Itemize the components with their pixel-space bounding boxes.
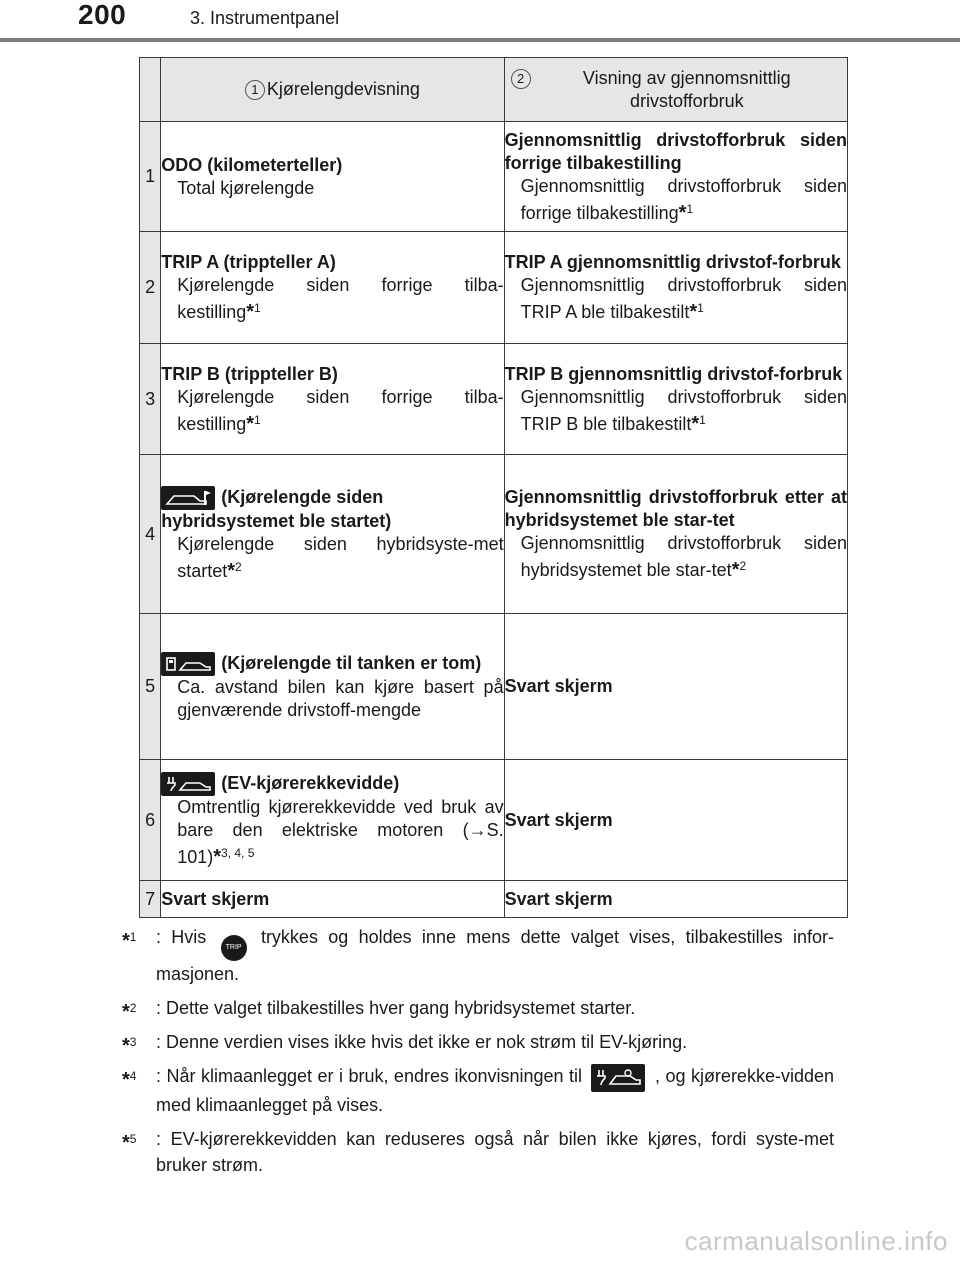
row-number: 6 <box>140 760 161 881</box>
table-row <box>140 232 848 344</box>
row-number: 3 <box>140 344 161 455</box>
row-number: 5 <box>140 614 161 760</box>
footnote-4: *$^4$ : Når klimaanlegget er i bruk, endres ikonvisningen til , og kjørerekke-vidden med klimaanlegget på vises. <box>122 1066 834 1115</box>
cell-text: Total kjørelengde <box>177 177 315 198</box>
row-cell-left <box>161 122 504 232</box>
header-label: Visning av gjennomsnittlig drivstofforbruk <box>582 67 791 111</box>
cell-title: TRIP A (trippteller A) <box>161 252 336 272</box>
watermark: carmanualsonline.info <box>684 1226 948 1256</box>
hybrid-start-distance-icon <box>161 486 215 510</box>
ev-range-climate-icon <box>591 1064 645 1092</box>
table-header-row <box>140 58 848 122</box>
header-rule <box>0 38 960 42</box>
cell-title: (Kjørelengde til tanken er tom) <box>161 652 503 676</box>
cell-text: Kjørelengde siden forrige tilba-kestilling*$^1$ <box>177 386 504 435</box>
row-cell-left <box>161 760 504 881</box>
footnotes <box>122 924 834 1186</box>
footnote-1: *$^1$ : Hvis TRIP trykkes og holdes inne mens dette valget vises, tilbakestilles infor-masjonen. <box>122 927 834 984</box>
row-cell-right <box>504 455 847 614</box>
cell-title: Gjennomsnittlig drivstofforbruk etter at hybridsystemet ble star-tet <box>504 487 847 530</box>
footnote-3: *$^3$ : Denne verdien vises ikke hvis det ikke er nok strøm til EV-kjøring. <box>122 1032 688 1057</box>
row-cell-left <box>161 614 504 760</box>
table-row <box>140 614 848 760</box>
table-row <box>140 122 848 232</box>
cell-text: Omtrentlig kjørerekkevidde ved bruk av bare den elektriske motoren (→S. 101)*$^{3, 4, 5}$ <box>177 796 504 868</box>
table-row <box>140 455 848 614</box>
cell-title: (EV-kjørerekkevidde) <box>161 772 503 796</box>
header-number-badge: 2 <box>511 69 531 89</box>
row-number: 2 <box>140 232 161 344</box>
header-number-badge: 1 <box>245 80 265 100</box>
cell-text: Gjennomsnittlig drivstofforbruk siden forrige tilbakestilling*$^1$ <box>520 175 847 224</box>
fuel-range-icon <box>161 652 215 676</box>
row-number: 1 <box>140 122 161 232</box>
display-table <box>139 57 848 918</box>
cell-title: (Kjørelengde siden hybridsystemet ble startet) <box>161 486 392 531</box>
table-header-blank <box>140 58 161 122</box>
table-header-odometer <box>161 58 504 122</box>
table-row <box>140 881 848 918</box>
table-header-fuel <box>504 58 847 122</box>
row-cell-left <box>161 344 504 455</box>
footnote-2: *$^2$ : Dette valget tilbakestilles hver gang hybridsystemet starter. <box>122 998 636 1023</box>
table-row <box>140 344 848 455</box>
cell-title: Svart skjerm <box>161 888 270 909</box>
cell-text: Gjennomsnittlig drivstofforbruk siden hybridsystemet ble star-tet*$^2$ <box>520 533 847 581</box>
row-cell-left <box>161 232 504 344</box>
cell-title: TRIP B (trippteller B) <box>161 363 338 384</box>
row-cell-left <box>161 881 504 918</box>
cell-text: Kjørelengde siden forrige tilba-kestilling*$^1$ <box>177 275 504 323</box>
row-cell-right <box>504 232 847 344</box>
cell-title: Svart skjerm <box>504 809 613 830</box>
header-label: Kjørelengdevisning <box>266 79 420 99</box>
section-title: 3. Instrumentpanel <box>190 8 340 28</box>
row-cell-right <box>504 760 847 881</box>
footnote-5: *$^5$ : EV-kjørerekkevidden kan reduseres også når bilen ikke kjøres, fordi syste-met bruker strøm. <box>122 1129 834 1175</box>
cell-title: Gjennomsnittlig drivstofforbruk siden forrige tilbakestilling <box>504 129 847 173</box>
page-header <box>0 0 960 42</box>
table-row <box>140 760 848 881</box>
arrow-icon: → <box>468 819 487 840</box>
cell-title: TRIP A gjennomsnittlig drivstof-forbruk <box>504 252 841 272</box>
cell-text: Gjennomsnittlig drivstofforbruk siden TRIP B ble tilbakestilt*$^1$ <box>520 386 847 435</box>
cell-title: Svart skjerm <box>504 676 613 696</box>
ev-range-icon <box>161 772 215 796</box>
row-number: 4 <box>140 455 161 614</box>
row-cell-right <box>504 881 847 918</box>
cell-text: Gjennomsnittlig drivstofforbruk siden TRIP A ble tilbakestilt*$^1$ <box>520 275 847 323</box>
cell-title: ODO (kilometerteller) <box>161 154 343 175</box>
cell-title: Svart skjerm <box>504 888 613 909</box>
cell-text: Ca. avstand bilen kan kjøre basert på gjenværende drivstoff-mengde <box>177 676 504 720</box>
row-number: 7 <box>140 881 161 918</box>
row-cell-right <box>504 122 847 232</box>
trip-button-icon: TRIP <box>221 935 247 961</box>
row-cell-right <box>504 614 847 760</box>
cell-text: Kjørelengde siden hybridsyste-met startet*$^2$ <box>177 533 504 582</box>
row-cell-right <box>504 344 847 455</box>
cell-title: TRIP B gjennomsnittlig drivstof-forbruk <box>504 363 843 384</box>
page-number: 200 <box>78 0 127 30</box>
row-cell-left <box>161 455 504 614</box>
